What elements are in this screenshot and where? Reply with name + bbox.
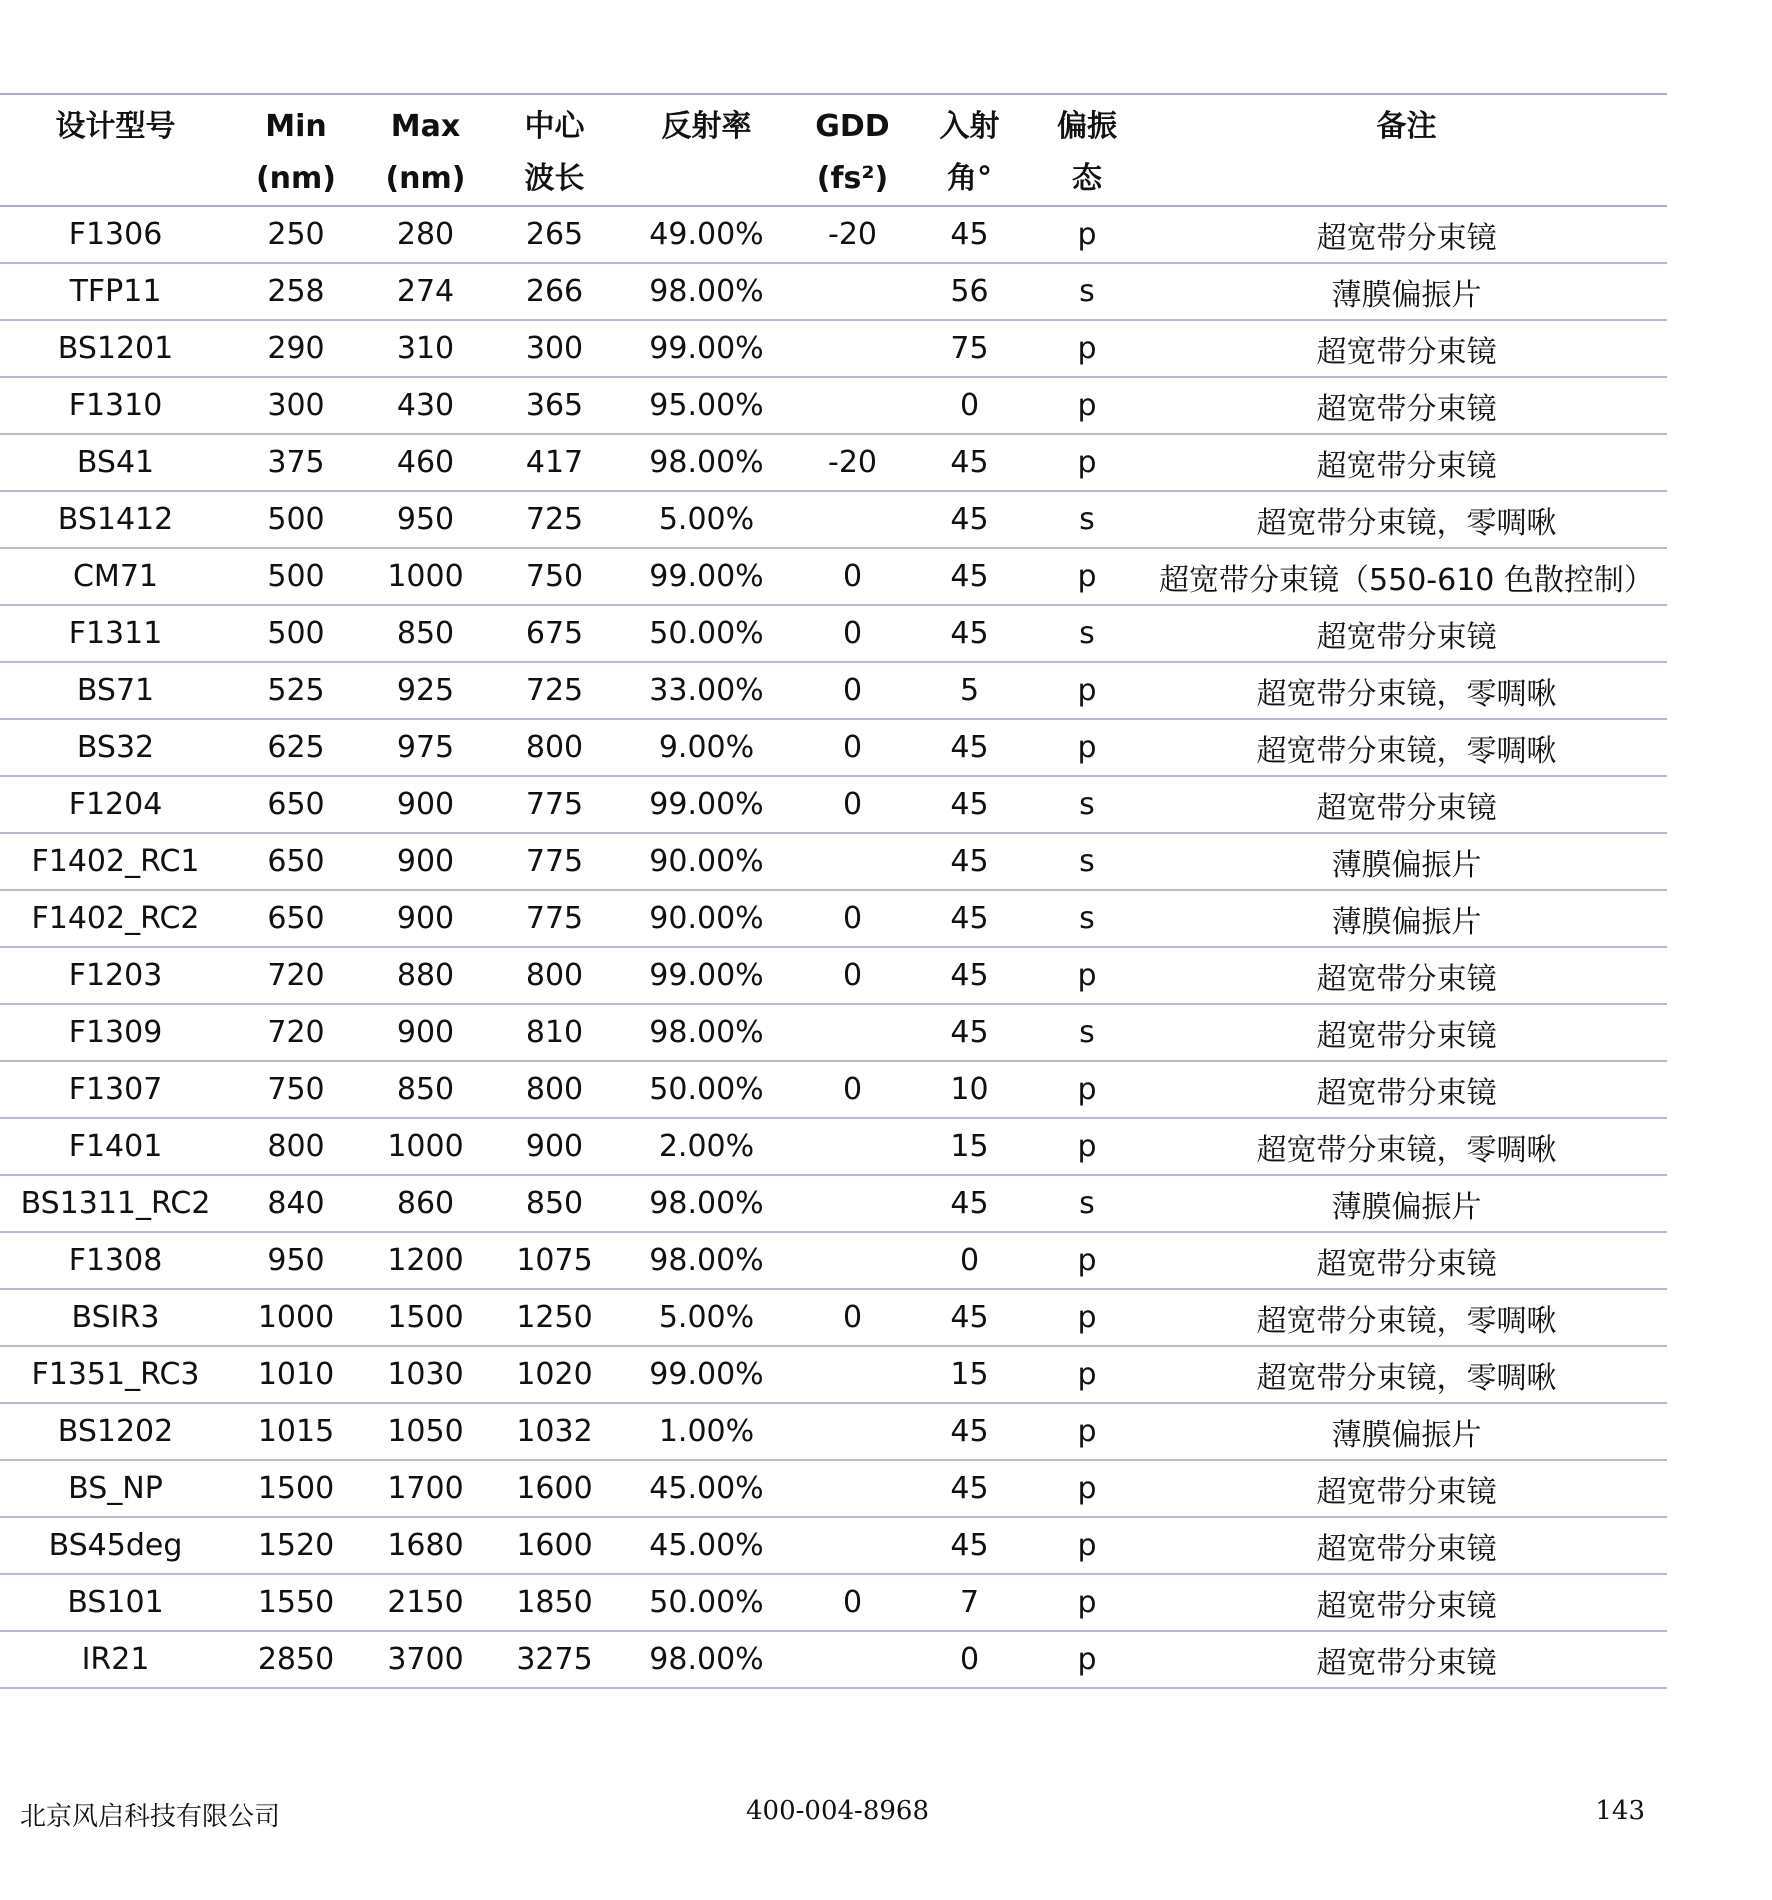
table-cell [794, 377, 911, 434]
table-cell: 1500 [257, 1471, 335, 1506]
table-row [0, 1403, 1667, 1460]
table-cell: 1550 [257, 1585, 335, 1620]
column-header [361, 94, 490, 206]
column-header-line2: 态 [1072, 161, 1102, 196]
table-cell: 725 [525, 673, 584, 708]
table-cell: 1850 [516, 1585, 593, 1620]
table-row [0, 1289, 1667, 1346]
table-cell: 250 [267, 217, 325, 252]
table-cell: 650 [267, 901, 325, 936]
table-cell: 0 [842, 958, 863, 993]
table-cell: p [1077, 217, 1097, 252]
table-cell [794, 491, 911, 548]
table-cell: 45 [950, 217, 989, 252]
table-cell: 500 [267, 616, 325, 651]
table-cell: 99.00% [649, 958, 764, 993]
table-cell: s [1079, 787, 1095, 822]
table-cell: BS1201 [57, 331, 174, 366]
table-cell: BS71 [76, 673, 155, 708]
table-cell: p [1077, 1528, 1097, 1563]
table-cell: 720 [267, 958, 325, 993]
product-table [0, 93, 1667, 1689]
table-cell: p [1077, 1300, 1097, 1335]
table-cell: BS101 [67, 1585, 164, 1620]
table-cell: 725 [525, 502, 584, 537]
table-cell [794, 1175, 911, 1232]
table-cell: 310 [396, 331, 455, 366]
table-cell: 900 [396, 844, 455, 879]
table-cell: CM71 [72, 559, 158, 594]
table-cell: 超宽带分束镜 [1316, 619, 1497, 655]
table-cell: 75 [950, 331, 989, 366]
table-cell: 800 [525, 1072, 584, 1107]
table-cell: 薄膜偏振片 [1331, 847, 1482, 883]
table-cell: 900 [525, 1129, 584, 1164]
table-cell: p [1077, 559, 1097, 594]
table-cell: 45 [950, 787, 989, 822]
table-row [0, 491, 1667, 548]
table-cell: 45 [950, 1015, 989, 1050]
table-cell: 3275 [516, 1642, 593, 1677]
column-header [231, 94, 361, 206]
table-cell [794, 833, 911, 890]
table-cell: 266 [525, 274, 584, 309]
table-cell: BS45deg [48, 1528, 183, 1563]
column-header-line1: Min [265, 109, 327, 144]
table-cell: 超宽带分束镜 [1316, 1246, 1497, 1282]
table-cell: 薄膜偏振片 [1331, 904, 1482, 940]
table-cell: 98.00% [649, 1642, 764, 1677]
table-cell: 750 [267, 1072, 325, 1107]
table-cell: 0 [842, 787, 863, 822]
table-cell: 薄膜偏振片 [1331, 1189, 1482, 1225]
table-cell: 98.00% [649, 274, 764, 309]
table-cell: 超宽带分束镜，零啁啾 [1256, 505, 1557, 541]
table-cell: 超宽带分束镜 [1316, 391, 1497, 427]
column-header-line1: 反射率 [661, 109, 752, 144]
table-cell: 1000 [257, 1300, 335, 1335]
table-cell: 650 [267, 787, 325, 822]
table-row [0, 833, 1667, 890]
table-cell: 850 [525, 1186, 584, 1221]
table-cell: 900 [396, 1015, 455, 1050]
table-row [0, 263, 1667, 320]
table-row [0, 1232, 1667, 1289]
table-cell: 98.00% [649, 1015, 764, 1050]
table-cell: 薄膜偏振片 [1331, 1417, 1482, 1453]
column-header-line1: 中心 [524, 109, 585, 144]
table-cell: s [1079, 1015, 1095, 1050]
column-header-line2: (nm) [255, 161, 337, 196]
table-cell: 1000 [387, 559, 464, 594]
column-header-line2: (nm) [385, 161, 466, 196]
table-cell: 258 [267, 274, 325, 309]
table-cell: 775 [525, 844, 584, 879]
table-cell: TFP11 [69, 274, 162, 309]
table-cell: p [1077, 1585, 1097, 1620]
table-cell: 49.00% [649, 217, 764, 252]
table-cell: 超宽带分束镜 [1316, 334, 1497, 370]
table-cell: 365 [525, 388, 584, 423]
table-cell: 800 [525, 958, 584, 993]
table-cell: BS32 [76, 730, 155, 765]
table-cell: BS1202 [57, 1414, 174, 1449]
table-cell [794, 1631, 911, 1688]
table-row [0, 719, 1667, 776]
table-cell: BSIR3 [71, 1300, 160, 1335]
table-cell: 850 [396, 616, 455, 651]
table-cell: 98.00% [649, 1243, 764, 1278]
table-cell: 0 [842, 730, 863, 765]
column-header [490, 94, 619, 206]
table-cell [794, 1232, 911, 1289]
table-cell: 900 [396, 787, 455, 822]
table-cell: p [1077, 445, 1097, 480]
table-cell [794, 1460, 911, 1517]
table-row [0, 320, 1667, 377]
table-cell: BS_NP [68, 1471, 163, 1506]
table-cell: 98.00% [649, 1186, 764, 1221]
table-row [0, 434, 1667, 491]
table-cell: p [1077, 1471, 1097, 1506]
table-cell: 1050 [387, 1414, 464, 1449]
table-cell: 45 [950, 958, 989, 993]
table-row [0, 662, 1667, 719]
table-cell: 超宽带分束镜 [1316, 1474, 1497, 1510]
table-cell: 950 [267, 1243, 325, 1278]
column-header-line1: 设计型号 [55, 109, 176, 144]
table-cell: 800 [525, 730, 584, 765]
table-cell: s [1079, 1186, 1095, 1221]
table-cell: F1309 [68, 1015, 163, 1050]
table-cell [794, 1004, 911, 1061]
table-row [0, 1460, 1667, 1517]
table-cell: 45 [950, 1186, 989, 1221]
table-cell: F1351_RC3 [31, 1357, 200, 1392]
table-cell [794, 1517, 911, 1574]
table-cell: p [1077, 1129, 1097, 1164]
table-cell: 1200 [387, 1243, 464, 1278]
table-cell: 超宽带分束镜（550-610 色散控制） [1159, 562, 1654, 598]
table-cell: p [1077, 1642, 1097, 1677]
table-cell: IR21 [81, 1642, 150, 1677]
column-header [1028, 94, 1146, 206]
table-cell: 0 [959, 1243, 980, 1278]
table-cell: 0 [959, 1642, 980, 1677]
table-cell: 500 [267, 559, 325, 594]
table-cell: 1680 [387, 1528, 464, 1563]
table-cell: F1306 [68, 217, 163, 252]
table-cell: 775 [525, 901, 584, 936]
table-cell: p [1077, 1414, 1097, 1449]
table-row [0, 1574, 1667, 1631]
table-cell: s [1079, 901, 1095, 936]
table-cell: s [1079, 616, 1095, 651]
column-header-line1: 入射 [939, 109, 1000, 144]
table-cell: p [1077, 1243, 1097, 1278]
table-cell: 15 [950, 1357, 989, 1392]
table-row [0, 1175, 1667, 1232]
table-cell: 300 [525, 331, 584, 366]
table-cell: 0 [842, 673, 863, 708]
table-cell: F1402_RC1 [31, 844, 200, 879]
table-cell: 925 [396, 673, 455, 708]
table-cell: 99.00% [649, 1357, 764, 1392]
table-cell: 1520 [257, 1528, 335, 1563]
table-cell: 265 [525, 217, 584, 252]
table-cell: 750 [525, 559, 584, 594]
table-cell [794, 1118, 911, 1175]
table-row [0, 1004, 1667, 1061]
table-cell [794, 1346, 911, 1403]
table-cell: s [1079, 274, 1095, 309]
table-cell: 超宽带分束镜，零啁啾 [1256, 1132, 1557, 1168]
table-cell: 99.00% [649, 331, 764, 366]
page-footer [0, 1796, 1667, 1836]
table-cell: 45 [950, 1528, 989, 1563]
table-row [0, 1517, 1667, 1574]
table-cell: p [1077, 1072, 1097, 1107]
table-cell: 0 [842, 616, 863, 651]
table-cell: 99.00% [649, 787, 764, 822]
table-cell: 1.00% [658, 1414, 755, 1449]
table-cell: F1307 [68, 1072, 163, 1107]
table-cell [794, 320, 911, 377]
column-header-line2: (fs²) [816, 161, 889, 196]
table-cell: 45 [950, 1300, 989, 1335]
table-row [0, 605, 1667, 662]
table-cell [794, 1403, 911, 1460]
table-cell: 90.00% [649, 901, 764, 936]
footer-company: 北京风启科技有限公司 [20, 1802, 281, 1832]
table-cell: 850 [396, 1072, 455, 1107]
table-cell: 840 [267, 1186, 325, 1221]
table-cell: 超宽带分束镜 [1316, 448, 1497, 484]
table-cell: F1204 [68, 787, 163, 822]
table-cell: 56 [950, 274, 989, 309]
table-cell: 薄膜偏振片 [1331, 277, 1482, 313]
table-cell: 880 [396, 958, 455, 993]
column-header-line2: 波长 [524, 161, 585, 196]
table-cell: p [1077, 1357, 1097, 1392]
column-header [0, 94, 231, 206]
table-cell: 45 [950, 730, 989, 765]
column-header [911, 94, 1028, 206]
table-cell: 1020 [516, 1357, 593, 1392]
table-row [0, 1061, 1667, 1118]
table-row [0, 947, 1667, 1004]
table-cell: 0 [842, 1585, 863, 1620]
table-cell: 1010 [257, 1357, 335, 1392]
table-row [0, 1346, 1667, 1403]
table-row [0, 377, 1667, 434]
table-cell: 1075 [516, 1243, 593, 1278]
table-cell: 650 [267, 844, 325, 879]
column-header [1146, 94, 1667, 206]
table-cell: 1030 [387, 1357, 464, 1392]
table-cell: 45.00% [649, 1471, 764, 1506]
table-cell: 2150 [387, 1585, 464, 1620]
table-cell: 810 [525, 1015, 584, 1050]
table-cell: 0 [842, 901, 863, 936]
table-row [0, 776, 1667, 833]
table-cell: 460 [396, 445, 455, 480]
product-table-container [0, 93, 1667, 1689]
table-cell: 300 [267, 388, 325, 423]
table-cell: 超宽带分束镜 [1316, 1531, 1497, 1567]
table-row [0, 1118, 1667, 1175]
table-cell: 5.00% [658, 502, 755, 537]
table-cell: 775 [525, 787, 584, 822]
table-cell: 50.00% [649, 1072, 764, 1107]
table-cell: 1000 [387, 1129, 464, 1164]
table-cell: 274 [396, 274, 455, 309]
table-cell: 超宽带分束镜，零啁啾 [1256, 733, 1557, 769]
table-cell: 1250 [516, 1300, 593, 1335]
table-cell: 5 [959, 673, 980, 708]
table-cell: 525 [267, 673, 325, 708]
table-cell: 50.00% [649, 616, 764, 651]
table-cell: 1015 [257, 1414, 335, 1449]
table-cell: 超宽带分束镜 [1316, 1588, 1497, 1624]
table-cell: -20 [828, 217, 877, 252]
table-cell: 超宽带分束镜 [1316, 220, 1497, 256]
table-cell: 超宽带分束镜，零啁啾 [1256, 676, 1557, 712]
table-cell: 0 [842, 559, 863, 594]
table-cell: 超宽带分束镜 [1316, 1075, 1497, 1111]
column-header-line2: 角° [947, 161, 992, 196]
header-row [0, 94, 1667, 206]
table-cell: 10 [950, 1072, 989, 1107]
table-cell: 45 [950, 1414, 989, 1449]
table-cell: F1308 [68, 1243, 163, 1278]
column-header-line1: 偏振 [1057, 109, 1117, 144]
table-cell: p [1077, 388, 1097, 423]
table-cell: 417 [525, 445, 584, 480]
table-cell: 超宽带分束镜 [1316, 1645, 1497, 1681]
table-body [0, 206, 1667, 1688]
table-cell: 超宽带分束镜，零啁啾 [1256, 1303, 1557, 1339]
table-cell: p [1077, 730, 1097, 765]
table-row [0, 1631, 1667, 1688]
table-cell: p [1077, 673, 1097, 708]
table-row [0, 890, 1667, 947]
table-cell: 超宽带分束镜 [1316, 1018, 1497, 1054]
table-cell: 45 [950, 445, 989, 480]
table-cell: 0 [842, 1072, 863, 1107]
table-cell: p [1077, 958, 1097, 993]
table-cell: F1311 [68, 616, 163, 651]
table-cell: 超宽带分束镜 [1316, 961, 1497, 997]
table-cell: 15 [950, 1129, 989, 1164]
table-cell: 1700 [387, 1471, 464, 1506]
table-cell [794, 263, 911, 320]
table-cell: 280 [396, 217, 455, 252]
table-cell: 0 [959, 388, 980, 423]
column-header [619, 94, 794, 206]
table-cell: 超宽带分束镜 [1316, 790, 1497, 826]
table-cell: 45 [950, 616, 989, 651]
table-cell: 1600 [516, 1471, 593, 1506]
table-cell: 860 [396, 1186, 455, 1221]
table-cell: 2850 [257, 1642, 335, 1677]
table-cell: 675 [525, 616, 584, 651]
table-cell: 375 [267, 445, 325, 480]
table-cell: 99.00% [649, 559, 764, 594]
table-cell: 98.00% [649, 445, 764, 480]
table-cell: s [1079, 502, 1095, 537]
table-cell: 0 [842, 1300, 863, 1335]
table-cell: 45 [950, 502, 989, 537]
table-cell: F1203 [68, 958, 163, 993]
table-cell: p [1077, 331, 1097, 366]
table-cell: 9.00% [658, 730, 755, 765]
table-cell: 900 [396, 901, 455, 936]
table-cell: 3700 [387, 1642, 464, 1677]
column-header-line1: GDD [815, 109, 890, 144]
table-cell: 45 [950, 1471, 989, 1506]
table-row [0, 548, 1667, 605]
table-cell: 290 [267, 331, 325, 366]
footer-page-number: 143 [1595, 1796, 1645, 1826]
table-cell: 1500 [387, 1300, 464, 1335]
table-cell: 430 [396, 388, 455, 423]
table-cell: BS1311_RC2 [20, 1186, 211, 1221]
column-header-line1: Max [390, 109, 461, 144]
table-cell: 975 [396, 730, 455, 765]
table-cell: 720 [267, 1015, 325, 1050]
table-cell: 1032 [516, 1414, 593, 1449]
footer-phone: 400-004-8968 [746, 1796, 929, 1826]
table-cell: BS41 [76, 445, 155, 480]
table-header [0, 94, 1667, 206]
table-cell: 800 [267, 1129, 325, 1164]
table-cell: 45 [950, 559, 989, 594]
column-header [794, 94, 911, 206]
table-cell: s [1079, 844, 1095, 879]
table-row [0, 206, 1667, 263]
table-cell: 1600 [516, 1528, 593, 1563]
table-cell: 超宽带分束镜，零啁啾 [1256, 1360, 1557, 1396]
table-cell: BS1412 [57, 502, 174, 537]
table-cell: 5.00% [658, 1300, 755, 1335]
table-cell: 50.00% [649, 1585, 764, 1620]
column-header-line1: 备注 [1376, 109, 1437, 144]
table-cell: 45.00% [649, 1528, 764, 1563]
table-cell: 950 [396, 502, 455, 537]
table-cell: 500 [267, 502, 325, 537]
table-cell: 90.00% [649, 844, 764, 879]
table-cell: 625 [267, 730, 325, 765]
table-cell: 2.00% [658, 1129, 755, 1164]
table-cell: 45 [950, 844, 989, 879]
table-cell: F1401 [68, 1129, 163, 1164]
table-cell: 45 [950, 901, 989, 936]
table-cell: 95.00% [649, 388, 764, 423]
table-cell: F1402_RC2 [31, 901, 200, 936]
table-cell: 33.00% [649, 673, 764, 708]
table-cell: -20 [828, 445, 877, 480]
table-cell: 7 [959, 1585, 980, 1620]
table-cell: F1310 [68, 388, 163, 423]
